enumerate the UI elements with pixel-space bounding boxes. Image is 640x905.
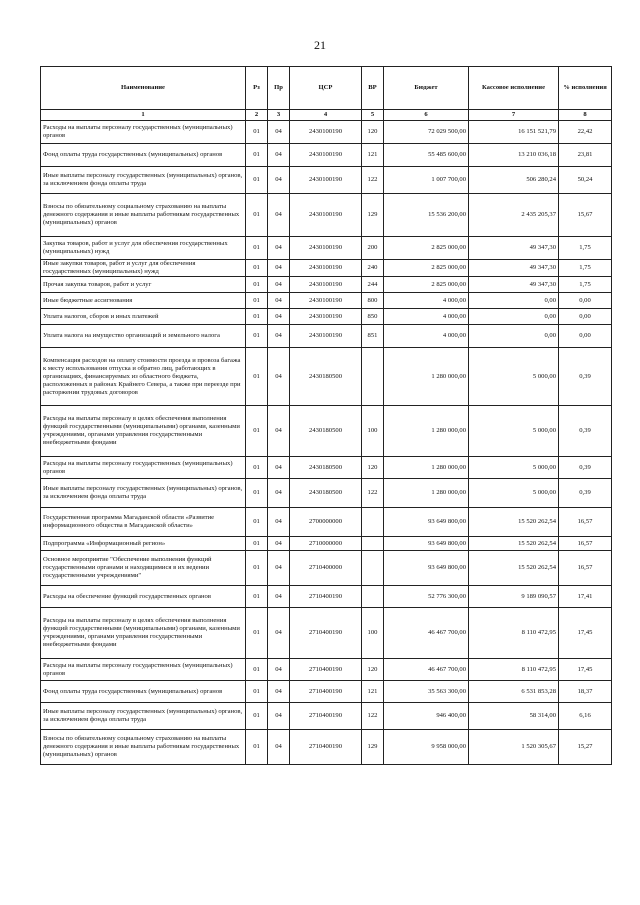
- row-csr-cell: 2430100190: [290, 260, 362, 277]
- row-budget-cell: 4 000,00: [384, 293, 469, 309]
- table-row: [41, 508, 612, 537]
- row-percent-cell: 15,27: [559, 730, 612, 765]
- row-vr-cell: 100: [362, 406, 384, 457]
- row-csr-cell: 2430100190: [290, 144, 362, 167]
- row-rz-cell: 01: [246, 730, 268, 765]
- row-csr-cell: 2710000000: [290, 537, 362, 551]
- row-rz-cell: 01: [246, 121, 268, 144]
- row-rz-cell: 01: [246, 144, 268, 167]
- row-budget-cell: 1 280 000,00: [384, 479, 469, 508]
- row-rz-cell: 01: [246, 406, 268, 457]
- row-name-cell: Компенсация расходов на оплату стоимости проезда и провоза багажа к месту использования отпуска и обратно лиц, работающих в организациях, финансируемых из областного бюджета, расположенных в районах Крайнего Севера, а также при переезде при расторжении трудовых договоров: [41, 348, 246, 406]
- row-percent-cell: 50,24: [559, 167, 612, 194]
- row-rz-cell: 01: [246, 479, 268, 508]
- row-name-cell: Расходы на выплаты персоналу государственных (муниципальных) органов: [41, 659, 246, 681]
- row-vr-cell: 120: [362, 457, 384, 479]
- row-csr-cell: 2710400190: [290, 681, 362, 703]
- row-cash-cell: 506 280,24: [469, 167, 559, 194]
- row-rz-cell: 01: [246, 167, 268, 194]
- row-cash-cell: 5 000,00: [469, 457, 559, 479]
- table-body: [41, 121, 612, 765]
- row-name-cell: Иные бюджетные ассигнования: [41, 293, 246, 309]
- row-budget-cell: 1 280 000,00: [384, 406, 469, 457]
- row-budget-cell: 1 280 000,00: [384, 348, 469, 406]
- row-rz-cell: 01: [246, 325, 268, 348]
- column-number: 6: [384, 110, 469, 121]
- table-row: [41, 325, 612, 348]
- row-budget-cell: 1 280 000,00: [384, 457, 469, 479]
- table-row: [41, 457, 612, 479]
- row-cash-cell: 16 151 521,79: [469, 121, 559, 144]
- row-vr-cell: 122: [362, 167, 384, 194]
- row-rz-cell: 01: [246, 277, 268, 293]
- row-pr-cell: 04: [268, 730, 290, 765]
- row-vr-cell: 850: [362, 309, 384, 325]
- column-number: 4: [290, 110, 362, 121]
- row-cash-cell: 0,00: [469, 309, 559, 325]
- row-cash-cell: 58 314,00: [469, 703, 559, 730]
- table-row: [41, 348, 612, 406]
- row-cash-cell: 2 435 205,37: [469, 194, 559, 237]
- row-name-cell: Уплата налога на имущество организаций и земельного налога: [41, 325, 246, 348]
- row-vr-cell: 129: [362, 730, 384, 765]
- row-pr-cell: 04: [268, 277, 290, 293]
- row-percent-cell: 1,75: [559, 277, 612, 293]
- row-rz-cell: 01: [246, 237, 268, 260]
- column-number: 8: [559, 110, 612, 121]
- row-name-cell: Расходы на обеспечение функций государственных органов: [41, 586, 246, 608]
- row-pr-cell: 04: [268, 537, 290, 551]
- row-budget-cell: 2 825 000,00: [384, 277, 469, 293]
- row-csr-cell: 2430180500: [290, 348, 362, 406]
- row-csr-cell: 2710400190: [290, 608, 362, 659]
- table-row: [41, 703, 612, 730]
- row-percent-cell: 16,57: [559, 508, 612, 537]
- row-budget-cell: 93 649 800,00: [384, 537, 469, 551]
- row-name-cell: Прочая закупка товаров, работ и услуг: [41, 277, 246, 293]
- row-pr-cell: 04: [268, 608, 290, 659]
- table-row: [41, 730, 612, 765]
- row-csr-cell: 2710400000: [290, 551, 362, 586]
- table-row: [41, 309, 612, 325]
- row-rz-cell: 01: [246, 537, 268, 551]
- table-row: [41, 194, 612, 237]
- row-budget-cell: 72 029 500,00: [384, 121, 469, 144]
- row-budget-cell: 946 400,00: [384, 703, 469, 730]
- row-percent-cell: 17,45: [559, 608, 612, 659]
- table-row: [41, 537, 612, 551]
- row-name-cell: Расходы на выплаты персоналу в целях обеспечения выполнения функций государственными (муниципальными) органами, казенными учреждениями, органами управления государственными внебюджетными фондами: [41, 608, 246, 659]
- row-vr-cell: 122: [362, 703, 384, 730]
- column-number-row: [41, 110, 612, 121]
- row-rz-cell: 01: [246, 586, 268, 608]
- table-row: [41, 121, 612, 144]
- table-row: [41, 167, 612, 194]
- row-pr-cell: 04: [268, 121, 290, 144]
- row-vr-cell: 200: [362, 237, 384, 260]
- row-pr-cell: 04: [268, 348, 290, 406]
- row-percent-cell: 0,00: [559, 309, 612, 325]
- row-percent-cell: 1,75: [559, 237, 612, 260]
- row-percent-cell: 0,39: [559, 479, 612, 508]
- row-budget-cell: 52 776 300,00: [384, 586, 469, 608]
- row-vr-cell: 800: [362, 293, 384, 309]
- table-row: [41, 681, 612, 703]
- row-vr-cell: 240: [362, 260, 384, 277]
- row-vr-cell: [362, 508, 384, 537]
- row-pr-cell: 04: [268, 508, 290, 537]
- row-name-cell: Фонд оплаты труда государственных (муниципальных) органов: [41, 144, 246, 167]
- row-cash-cell: 15 520 262,54: [469, 551, 559, 586]
- row-vr-cell: 122: [362, 479, 384, 508]
- row-cash-cell: 8 110 472,95: [469, 608, 559, 659]
- row-percent-cell: 0,39: [559, 406, 612, 457]
- row-percent-cell: 15,67: [559, 194, 612, 237]
- row-cash-cell: 15 520 262,54: [469, 508, 559, 537]
- row-csr-cell: 2710400190: [290, 730, 362, 765]
- row-rz-cell: 01: [246, 457, 268, 479]
- row-name-cell: Расходы на выплаты персоналу государственных (муниципальных) органов: [41, 121, 246, 144]
- row-name-cell: Расходы на выплаты персоналу в целях обеспечения выполнения функций государственными (муниципальными) органами, казенными учреждениями, органами управления государственными внебюджетными фондами: [41, 406, 246, 457]
- header-pr: Пр: [268, 67, 290, 110]
- column-number: 7: [469, 110, 559, 121]
- row-name-cell: Государственная программа Магаданской области «Развитие информационного общества в Магаданской области»: [41, 508, 246, 537]
- row-cash-cell: 49 347,30: [469, 277, 559, 293]
- row-rz-cell: 01: [246, 608, 268, 659]
- row-budget-cell: 15 536 200,00: [384, 194, 469, 237]
- row-cash-cell: 9 189 090,57: [469, 586, 559, 608]
- row-budget-cell: 2 825 000,00: [384, 260, 469, 277]
- row-csr-cell: 2710400190: [290, 703, 362, 730]
- row-percent-cell: 16,57: [559, 551, 612, 586]
- column-number: 2: [246, 110, 268, 121]
- header-cash: Кассовое исполнение: [469, 67, 559, 110]
- row-cash-cell: 1 520 305,67: [469, 730, 559, 765]
- row-csr-cell: 2430100190: [290, 325, 362, 348]
- row-percent-cell: 1,75: [559, 260, 612, 277]
- row-csr-cell: 2710400190: [290, 659, 362, 681]
- row-csr-cell: 2430180500: [290, 406, 362, 457]
- header-percent: % исполнения: [559, 67, 612, 110]
- row-vr-cell: 120: [362, 659, 384, 681]
- table-row: [41, 551, 612, 586]
- row-cash-cell: 49 347,30: [469, 260, 559, 277]
- row-budget-cell: 35 563 300,00: [384, 681, 469, 703]
- column-number: 1: [41, 110, 246, 121]
- row-rz-cell: 01: [246, 194, 268, 237]
- row-cash-cell: 6 531 853,28: [469, 681, 559, 703]
- row-name-cell: Иные выплаты персоналу государственных (муниципальных) органов, за исключением фонда оплаты труда: [41, 479, 246, 508]
- row-csr-cell: 2430100190: [290, 237, 362, 260]
- column-number: 3: [268, 110, 290, 121]
- row-vr-cell: 120: [362, 121, 384, 144]
- row-percent-cell: 17,45: [559, 659, 612, 681]
- row-budget-cell: 93 649 800,00: [384, 508, 469, 537]
- page-number: 21: [314, 38, 326, 52]
- header-budget: Бюджет: [384, 67, 469, 110]
- row-vr-cell: [362, 348, 384, 406]
- row-pr-cell: 04: [268, 457, 290, 479]
- row-cash-cell: 15 520 262,54: [469, 537, 559, 551]
- row-pr-cell: 04: [268, 167, 290, 194]
- row-csr-cell: 2430180500: [290, 479, 362, 508]
- row-rz-cell: 01: [246, 293, 268, 309]
- row-pr-cell: 04: [268, 703, 290, 730]
- row-pr-cell: 04: [268, 406, 290, 457]
- row-name-cell: Фонд оплаты труда государственных (муниципальных) органов: [41, 681, 246, 703]
- row-budget-cell: 1 007 700,00: [384, 167, 469, 194]
- row-percent-cell: 16,57: [559, 537, 612, 551]
- row-name-cell: Расходы на выплаты персоналу государственных (муниципальных) органов: [41, 457, 246, 479]
- row-pr-cell: 04: [268, 144, 290, 167]
- row-budget-cell: 46 467 700,00: [384, 659, 469, 681]
- row-vr-cell: 851: [362, 325, 384, 348]
- row-vr-cell: 121: [362, 681, 384, 703]
- row-cash-cell: 5 000,00: [469, 348, 559, 406]
- row-pr-cell: 04: [268, 293, 290, 309]
- row-percent-cell: 6,16: [559, 703, 612, 730]
- row-vr-cell: 121: [362, 144, 384, 167]
- header-csr: ЦСР: [290, 67, 362, 110]
- table-row: [41, 608, 612, 659]
- row-pr-cell: 04: [268, 659, 290, 681]
- row-budget-cell: 93 649 800,00: [384, 551, 469, 586]
- row-percent-cell: 17,41: [559, 586, 612, 608]
- row-vr-cell: [362, 537, 384, 551]
- row-name-cell: Иные выплаты персоналу государственных (муниципальных) органов, за исключением фонда оплаты труда: [41, 703, 246, 730]
- row-csr-cell: 2430100190: [290, 167, 362, 194]
- row-name-cell: Закупка товаров, работ и услуг для обеспечения государственных (муниципальных) нужд: [41, 237, 246, 260]
- row-pr-cell: 04: [268, 586, 290, 608]
- row-rz-cell: 01: [246, 348, 268, 406]
- row-pr-cell: 04: [268, 681, 290, 703]
- row-pr-cell: 04: [268, 260, 290, 277]
- row-rz-cell: 01: [246, 309, 268, 325]
- row-percent-cell: 0,39: [559, 457, 612, 479]
- header-rz: Рз: [246, 67, 268, 110]
- row-name-cell: Взносы по обязательному социальному страхованию на выплаты денежного содержания и иные выплаты работникам государственных (муниципальных) органов: [41, 730, 246, 765]
- row-cash-cell: 13 210 036,18: [469, 144, 559, 167]
- header-vr: ВР: [362, 67, 384, 110]
- row-csr-cell: 2430180500: [290, 457, 362, 479]
- table-row: [41, 293, 612, 309]
- header-name: Наименование: [41, 67, 246, 110]
- table-row: [41, 406, 612, 457]
- row-name-cell: Основное мероприятие "Обеспечение выполнения функций государственными органами и находящимися в их ведении государственными учреждениями": [41, 551, 246, 586]
- row-rz-cell: 01: [246, 551, 268, 586]
- table-row: [41, 237, 612, 260]
- row-pr-cell: 04: [268, 237, 290, 260]
- row-vr-cell: [362, 586, 384, 608]
- table-row: [41, 479, 612, 508]
- row-csr-cell: 2700000000: [290, 508, 362, 537]
- row-name-cell: Иные закупки товаров, работ и услуг для обеспечения государственных (муниципальных) нужд: [41, 260, 246, 277]
- row-name-cell: Подпрограмма «Информационный регион»: [41, 537, 246, 551]
- row-vr-cell: 100: [362, 608, 384, 659]
- row-budget-cell: 9 958 000,00: [384, 730, 469, 765]
- row-pr-cell: 04: [268, 479, 290, 508]
- row-name-cell: Взносы по обязательному социальному страхованию на выплаты денежного содержания и иные выплаты работникам государственных (муниципальных) органов: [41, 194, 246, 237]
- row-percent-cell: 0,00: [559, 293, 612, 309]
- row-pr-cell: 04: [268, 325, 290, 348]
- row-percent-cell: 18,37: [559, 681, 612, 703]
- row-csr-cell: 2430100190: [290, 309, 362, 325]
- row-percent-cell: 0,39: [559, 348, 612, 406]
- row-budget-cell: 55 485 600,00: [384, 144, 469, 167]
- row-percent-cell: 23,81: [559, 144, 612, 167]
- row-pr-cell: 04: [268, 194, 290, 237]
- row-csr-cell: 2430100190: [290, 293, 362, 309]
- row-csr-cell: 2430100190: [290, 277, 362, 293]
- row-cash-cell: 8 110 472,95: [469, 659, 559, 681]
- table-row: [41, 586, 612, 608]
- column-number: 5: [362, 110, 384, 121]
- row-budget-cell: 46 467 700,00: [384, 608, 469, 659]
- row-pr-cell: 04: [268, 551, 290, 586]
- row-budget-cell: 2 825 000,00: [384, 237, 469, 260]
- row-name-cell: Уплата налогов, сборов и иных платежей: [41, 309, 246, 325]
- table-row: [41, 277, 612, 293]
- row-cash-cell: 49 347,30: [469, 237, 559, 260]
- row-csr-cell: 2710400190: [290, 586, 362, 608]
- row-cash-cell: 0,00: [469, 325, 559, 348]
- table-row: [41, 144, 612, 167]
- budget-execution-table: [40, 66, 612, 765]
- row-cash-cell: 5 000,00: [469, 479, 559, 508]
- row-pr-cell: 04: [268, 309, 290, 325]
- row-csr-cell: 2430100190: [290, 194, 362, 237]
- row-budget-cell: 4 000,00: [384, 325, 469, 348]
- row-percent-cell: 0,00: [559, 325, 612, 348]
- row-rz-cell: 01: [246, 703, 268, 730]
- row-vr-cell: 129: [362, 194, 384, 237]
- row-percent-cell: 22,42: [559, 121, 612, 144]
- row-rz-cell: 01: [246, 681, 268, 703]
- table-row: [41, 659, 612, 681]
- row-budget-cell: 4 000,00: [384, 309, 469, 325]
- row-name-cell: Иные выплаты персоналу государственных (муниципальных) органов, за исключением фонда оплаты труда: [41, 167, 246, 194]
- row-vr-cell: 244: [362, 277, 384, 293]
- row-csr-cell: 2430100190: [290, 121, 362, 144]
- table-row: [41, 260, 612, 277]
- row-rz-cell: 01: [246, 659, 268, 681]
- row-cash-cell: 0,00: [469, 293, 559, 309]
- row-rz-cell: 01: [246, 260, 268, 277]
- row-cash-cell: 5 000,00: [469, 406, 559, 457]
- row-vr-cell: [362, 551, 384, 586]
- row-rz-cell: 01: [246, 508, 268, 537]
- header-row: [41, 67, 612, 110]
